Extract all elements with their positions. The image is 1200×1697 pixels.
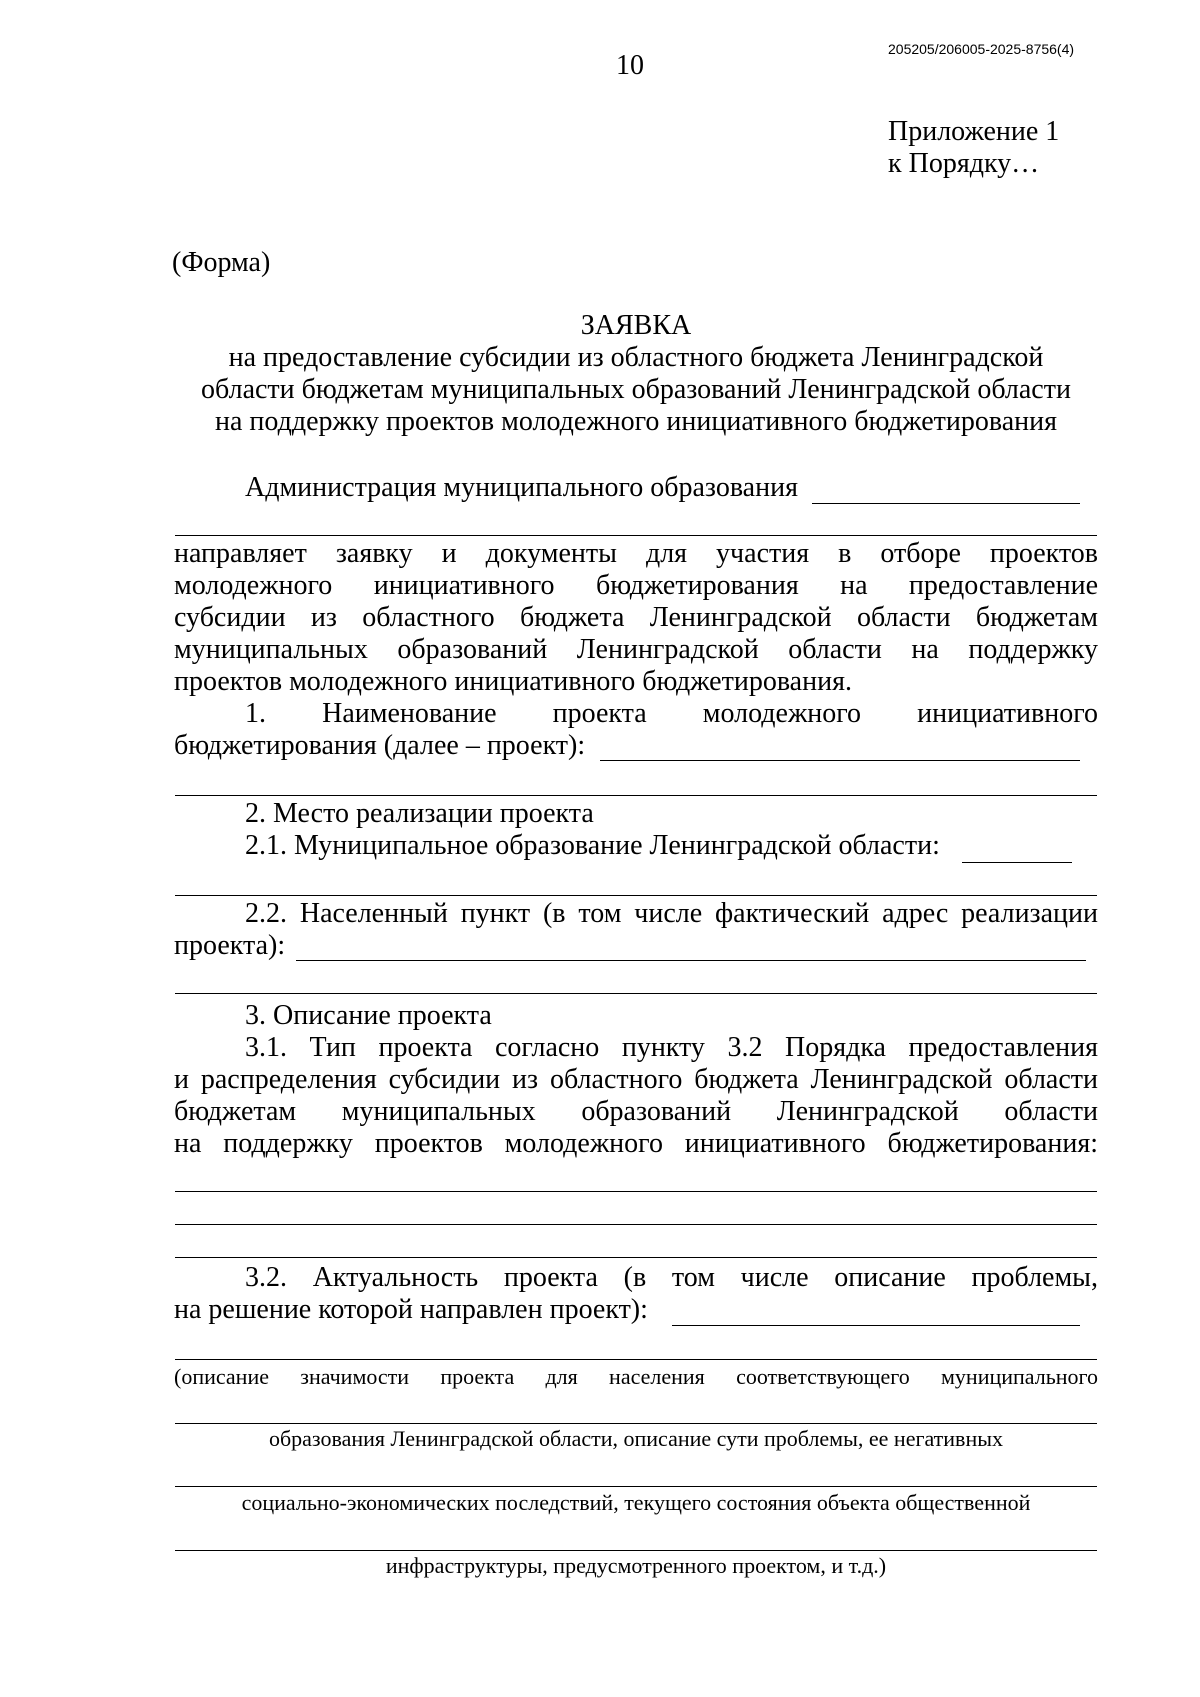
project-name-field-line-2[interactable] xyxy=(175,795,1097,796)
appendix-line-2: к Порядку… xyxy=(888,148,1040,179)
page-number: 10 xyxy=(616,50,644,81)
item-3-1-label-3: бюджетам муниципальных образований Ленинградской области xyxy=(174,1096,1098,1127)
item-2-1-label: 2.1. Муниципальное образование Ленинградской области: xyxy=(245,830,940,861)
paragraph-line-3: субсидии из областного бюджета Ленинградской области бюджетам xyxy=(174,602,1098,633)
item-1-label: 1. Наименование проекта молодежного инициативного xyxy=(245,698,1098,729)
hint-line-1: (описание значимости проекта для населения соответствующего муниципального xyxy=(174,1364,1098,1389)
hint-line-2: образования Ленинградской области, описание сути проблемы, ее негативных xyxy=(268,1426,1004,1451)
item-2-heading: 2. Место реализации проекта xyxy=(245,798,594,829)
item-3-2-label-1: 3.2. Актуальность проекта (в том числе описание проблемы, xyxy=(245,1262,1098,1293)
paragraph-line-1: направляет заявку и документы для участия в отборе проектов xyxy=(174,538,1098,569)
paragraph-line-4: муниципальных образований Ленинградской области на поддержку xyxy=(174,634,1098,665)
municipality-field-line-2[interactable] xyxy=(175,895,1097,896)
project-name-field[interactable] xyxy=(600,760,1080,761)
project-type-field-2[interactable] xyxy=(175,1224,1097,1225)
appendix-line-1: Приложение 1 xyxy=(888,116,1060,147)
admin-name-field-line-2[interactable] xyxy=(175,535,1097,536)
form-label: (Форма) xyxy=(172,247,271,278)
item-3-heading: 3. Описание проекта xyxy=(245,1000,492,1031)
title-subtitle-2: области бюджетам муниципальных образований Ленинградской области xyxy=(201,374,1071,405)
admin-label: Администрация муниципального образования xyxy=(245,472,798,503)
item-2-2-label-cont: проекта): xyxy=(174,930,286,961)
item-2-2-label: 2.2. Населенный пункт (в том числе фактический адрес реализации xyxy=(245,898,1098,929)
relevance-field[interactable] xyxy=(672,1325,1080,1326)
admin-name-field[interactable] xyxy=(812,503,1080,504)
paragraph-line-5: проектов молодежного инициативного бюджетирования. xyxy=(174,666,852,697)
document-title: ЗАЯВКА xyxy=(580,310,692,341)
item-3-1-label-4: на поддержку проектов молодежного инициативного бюджетирования: xyxy=(174,1128,1098,1159)
document-code: 205205/206005-2025-8756(4) xyxy=(888,41,1075,57)
relevance-field-line-2[interactable] xyxy=(175,1359,1097,1360)
project-type-field-1[interactable] xyxy=(175,1191,1097,1192)
item-3-2-label-2: на решение которой направлен проект): xyxy=(174,1294,648,1325)
title-subtitle-3: на поддержку проектов молодежного инициативного бюджетирования xyxy=(214,406,1058,437)
locality-field-line-2[interactable] xyxy=(175,993,1097,994)
locality-field[interactable] xyxy=(296,960,1086,961)
relevance-field-line-3[interactable] xyxy=(175,1423,1097,1424)
hint-line-4: инфраструктуры, предусмотренного проектом, и т.д.) xyxy=(385,1553,887,1578)
project-type-field-3[interactable] xyxy=(175,1257,1097,1258)
item-1-label-cont: бюджетирования (далее – проект): xyxy=(174,730,586,761)
hint-line-3: социально-экономических последствий, текущего состояния объекта общественной xyxy=(241,1490,1031,1515)
item-3-1-label-2: и распределения субсидии из областного бюджета Ленинградской области xyxy=(174,1064,1098,1095)
item-3-1-label-1: 3.1. Тип проекта согласно пункту 3.2 Порядка предоставления xyxy=(245,1032,1098,1063)
title-subtitle-1: на предоставление субсидии из областного бюджета Ленинградской xyxy=(228,342,1044,373)
relevance-field-line-4[interactable] xyxy=(175,1486,1097,1487)
relevance-field-line-5[interactable] xyxy=(175,1550,1097,1551)
municipality-field[interactable] xyxy=(962,862,1072,863)
paragraph-line-2: молодежного инициативного бюджетирования на предоставление xyxy=(174,570,1098,601)
